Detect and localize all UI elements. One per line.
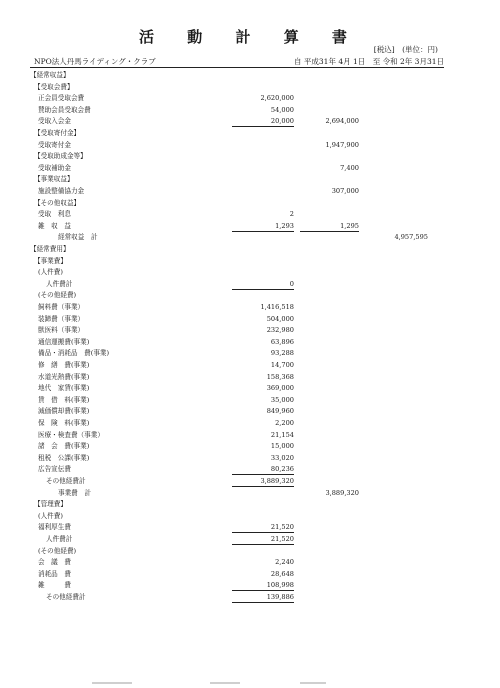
row-label: 人件費計 xyxy=(46,279,73,288)
fiscal-period: 自 平成31年 4月 1日 至 令和 2年 3月31日 xyxy=(294,57,444,66)
table-row xyxy=(0,151,500,162)
row-label: 賛助会員受取会費 xyxy=(38,105,91,114)
amount-c2: 1,295 xyxy=(340,221,359,230)
row-label: (人件費) xyxy=(38,511,63,520)
table-row xyxy=(0,372,500,383)
row-label: 経常収益 計 xyxy=(58,233,98,242)
row-label: 消耗品 費 xyxy=(38,569,71,578)
table-row xyxy=(0,82,500,93)
amount-c1: 21,520 xyxy=(270,523,294,532)
row-label: (その他経費) xyxy=(38,291,77,300)
row-label: その他経費計 xyxy=(46,477,86,485)
row-label: 施設整備協力金 xyxy=(38,187,85,195)
row-label: その他経費計 xyxy=(46,593,86,601)
row-label: 受取寄付金 xyxy=(38,140,71,149)
scan-mark xyxy=(92,682,132,684)
amount-c1: 232,980 xyxy=(266,326,294,335)
table-row xyxy=(0,186,500,197)
amount-c1: 369,000 xyxy=(266,384,294,393)
table-row xyxy=(0,534,500,545)
amount-c2: 2,694,000 xyxy=(325,117,359,126)
row-label: 【経常費用】 xyxy=(30,245,70,253)
table-row xyxy=(0,244,500,255)
amount-c1: 2 xyxy=(289,210,294,219)
amount-c1: 15,000 xyxy=(270,442,294,451)
row-label: 雑 収 益 xyxy=(38,221,71,230)
amount-c1: 2,240 xyxy=(275,558,294,567)
table-row xyxy=(0,488,500,499)
header-rule xyxy=(30,67,444,68)
row-label: 広告宣伝費 xyxy=(38,465,71,474)
amount-c3: 4,957,595 xyxy=(394,233,428,242)
table-row xyxy=(0,395,500,406)
amount-c1: 35,000 xyxy=(270,395,294,404)
table-row xyxy=(0,592,500,603)
row-label: 獣医料（事業） xyxy=(38,326,85,335)
amount-c1: 21,520 xyxy=(270,535,294,543)
row-label: 正会員受取会費 xyxy=(38,94,85,103)
amount-c1: 158,368 xyxy=(266,372,294,381)
unit-note: [税込] (単位：円) xyxy=(373,45,438,54)
table-row xyxy=(0,337,500,348)
row-label: 賃 借 料(事業) xyxy=(38,395,90,404)
row-label: 【その他収益】 xyxy=(34,198,81,207)
amount-c1: 54,000 xyxy=(270,105,294,114)
table-row xyxy=(0,569,500,580)
table-row xyxy=(0,418,500,429)
table-row xyxy=(0,348,500,359)
row-label: 【経常収益】 xyxy=(30,71,70,79)
row-label: 通信運搬費(事業) xyxy=(38,337,90,346)
row-label: 租税 公課(事業) xyxy=(38,453,90,462)
row-label: 【受取会費】 xyxy=(34,82,74,91)
row-label: 【管理費】 xyxy=(34,500,67,509)
organization-name: NPO法人丹馬ライディング・クラブ xyxy=(34,57,156,66)
row-label: 備品・消耗品 費(事業) xyxy=(38,349,110,358)
row-label: 飼料費（事業） xyxy=(38,303,85,311)
scan-mark xyxy=(300,682,326,684)
row-label: 減価償却費(事業) xyxy=(38,407,90,416)
table-row xyxy=(0,546,500,557)
amount-c1: 1,293 xyxy=(275,221,294,230)
amount-c1: 93,288 xyxy=(270,349,294,358)
row-label: 受取入会金 xyxy=(38,117,71,126)
amount-c1: 20,000 xyxy=(270,117,294,126)
amount-c1: 80,236 xyxy=(270,465,294,474)
table-row xyxy=(0,198,500,209)
amount-c2: 3,889,320 xyxy=(325,488,359,497)
amount-c2: 7,400 xyxy=(340,163,359,172)
row-label: 雑 費 xyxy=(38,581,71,590)
table-row xyxy=(0,453,500,464)
amount-c1: 2,620,000 xyxy=(260,94,294,103)
amount-c1: 849,960 xyxy=(266,407,294,416)
table-row xyxy=(0,314,500,325)
amount-c1: 28,648 xyxy=(270,569,294,578)
table-row xyxy=(0,267,500,278)
table-row xyxy=(0,174,500,185)
row-label: 保 険 料(事業) xyxy=(38,419,90,427)
amount-c1: 33,020 xyxy=(270,453,294,462)
table-row xyxy=(0,360,500,371)
row-label: 【受取助成金等】 xyxy=(34,152,87,161)
table-row xyxy=(0,464,500,475)
row-label: 受取補助金 xyxy=(38,163,71,172)
row-label: 地代 家賃(事業) xyxy=(38,384,90,393)
table-row xyxy=(0,209,500,220)
row-label: 【事業収益】 xyxy=(34,175,74,184)
amount-c2: 1,947,900 xyxy=(325,140,359,149)
table-row xyxy=(0,279,500,290)
amount-c1: 108,998 xyxy=(266,581,294,590)
amount-c1: 63,896 xyxy=(270,337,294,346)
row-label: 医療・検査費（事業） xyxy=(38,430,104,439)
row-label: 会 議 費 xyxy=(38,558,71,567)
table-row xyxy=(0,140,500,151)
table-row xyxy=(0,128,500,139)
row-label: 福利厚生費 xyxy=(38,523,71,532)
table-row xyxy=(0,256,500,267)
row-label: 装蹄費（事業） xyxy=(38,314,85,323)
subtotal-underline xyxy=(232,602,294,603)
row-label: 人件費計 xyxy=(46,535,73,543)
row-label: (その他経費) xyxy=(38,546,77,555)
document-title: 活 動 計 算 書 xyxy=(139,28,361,46)
amount-c1: 0 xyxy=(289,279,294,288)
table-row xyxy=(0,476,500,487)
table-row xyxy=(0,116,500,127)
table-row xyxy=(0,499,500,510)
row-label: 【事業費】 xyxy=(34,256,67,265)
table-row xyxy=(0,163,500,174)
table-row xyxy=(0,290,500,301)
amount-c1: 1,416,518 xyxy=(260,303,294,311)
table-row xyxy=(0,105,500,116)
table-row xyxy=(0,511,500,522)
table-row xyxy=(0,522,500,533)
table-row xyxy=(0,430,500,441)
row-label: 修 繕 費(事業) xyxy=(38,361,90,369)
row-label: 事業費 計 xyxy=(58,488,91,497)
row-label: 諸 会 費(事業) xyxy=(38,442,90,451)
amount-c1: 504,000 xyxy=(266,314,294,323)
row-label: 受取 利息 xyxy=(38,210,71,219)
amount-c1: 21,154 xyxy=(270,430,294,439)
amount-c1: 3,889,320 xyxy=(260,477,294,485)
table-row xyxy=(0,557,500,568)
amount-c1: 139,886 xyxy=(266,593,294,601)
table-row xyxy=(0,406,500,417)
amount-c1: 14,700 xyxy=(270,361,294,369)
table-row xyxy=(0,93,500,104)
table-row xyxy=(0,232,500,243)
table-row xyxy=(0,302,500,313)
row-label: 水道光熱費(事業) xyxy=(38,372,90,381)
table-row xyxy=(0,325,500,336)
amount-c1: 2,200 xyxy=(275,419,294,427)
table-row xyxy=(0,383,500,394)
amount-c2: 307,000 xyxy=(331,187,359,195)
row-label: (人件費) xyxy=(38,268,63,277)
table-row xyxy=(0,221,500,232)
row-label: 【受取寄付金】 xyxy=(34,129,81,137)
table-row xyxy=(0,70,500,81)
table-row xyxy=(0,580,500,591)
scan-mark xyxy=(210,682,240,684)
table-row xyxy=(0,441,500,452)
